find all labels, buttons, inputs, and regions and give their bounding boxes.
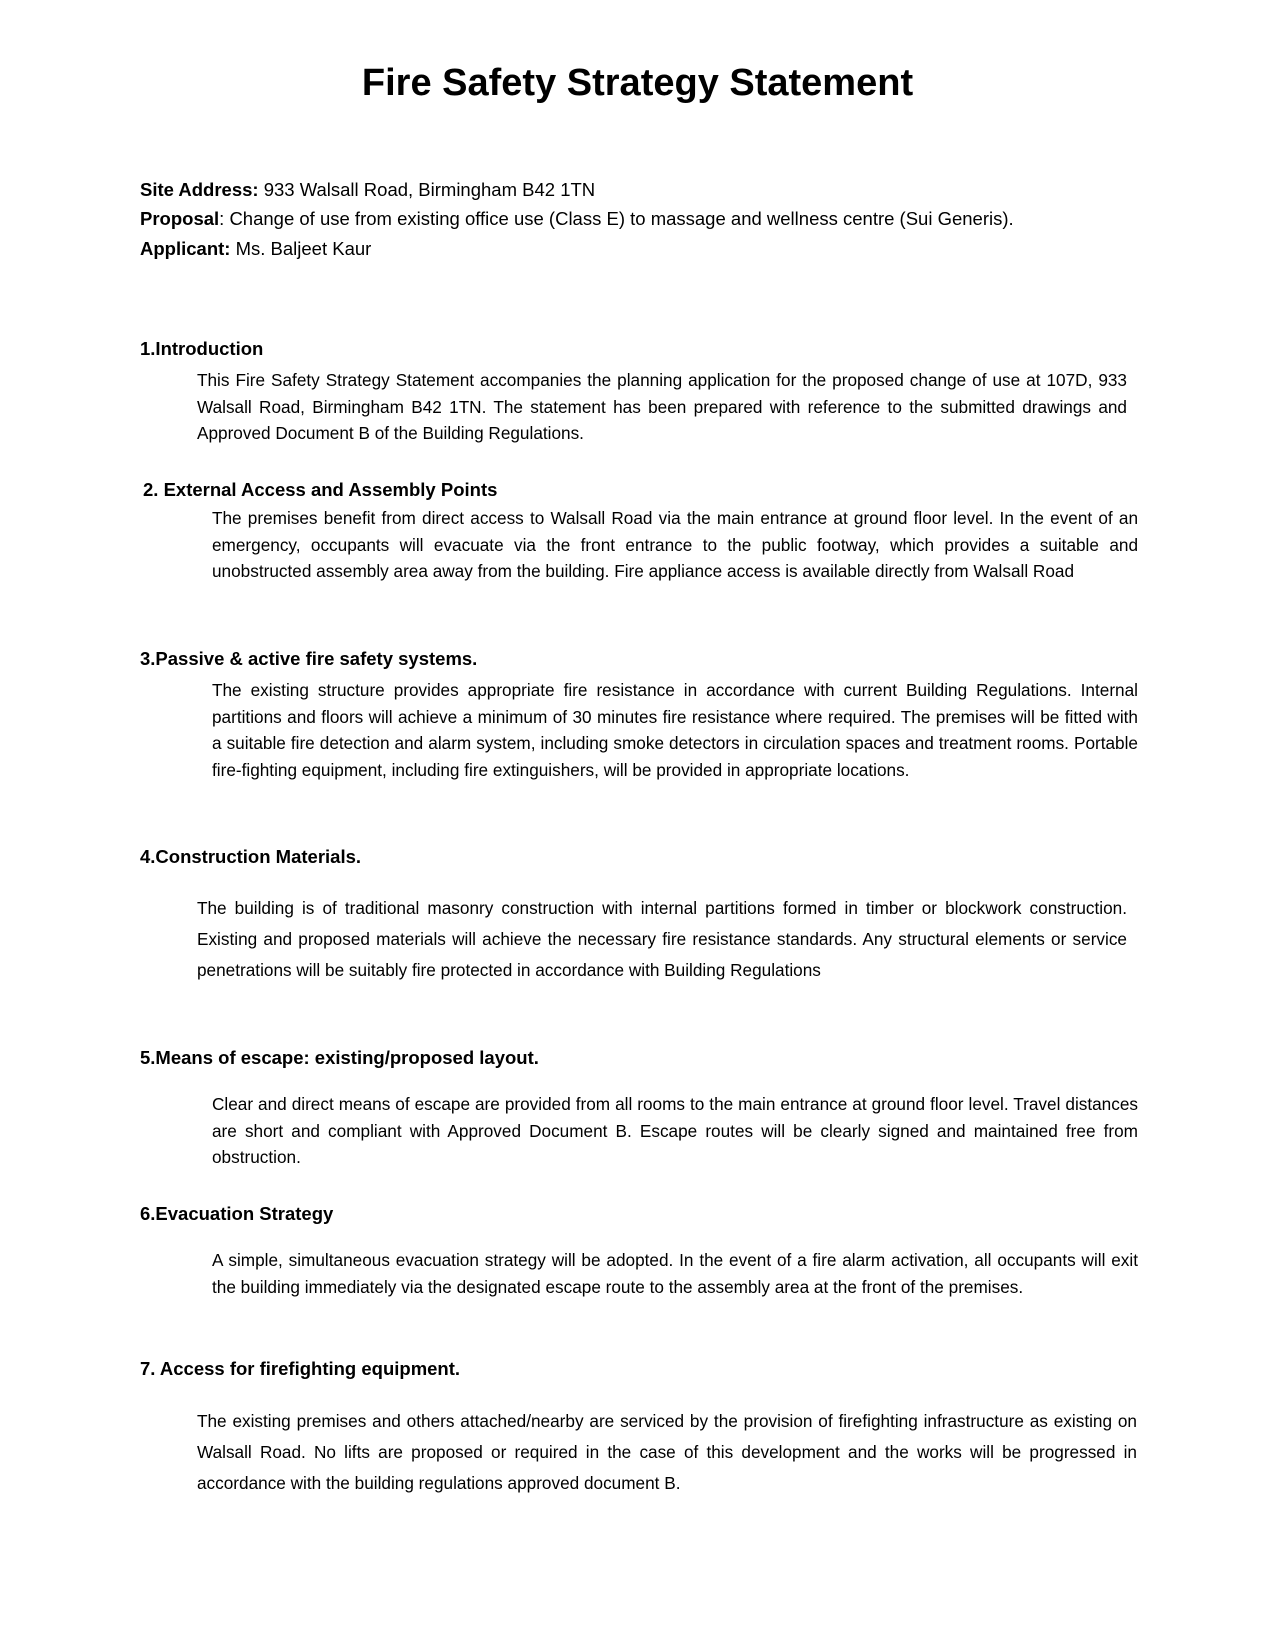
section-heading-firefighting-access: 7. Access for firefighting equipment. [140, 1358, 461, 1379]
document-title: Fire Safety Strategy Statement [361, 62, 914, 104]
applicant-label: Applicant: [140, 238, 231, 259]
proposal [140, 204, 1014, 234]
section-body-fire-safety-systems: The existing structure provides appropriate fire resistance in accordance with current Building Regulations. Internal partitions and floors will achieve a minimum of 30 minutes fire resistance where required. The premises will be fitted with a suitable fire detection and alarm system, including smoke detectors in circulation spaces and treatment rooms. Portable fire-fighting equipment, including fire extinguishers, will be provided in appropriate locations. [212, 680, 1138, 780]
site-address [140, 175, 595, 205]
section-heading-fire-safety-systems: 3.Passive & active fire safety systems. [140, 648, 478, 669]
section-body-external-access: The premises benefit from direct access to Walsall Road via the main entrance at ground floor level. In the event of an emergency, occupants will evacuate via the front entrance to the public footway, which provides a suitable and unobstructed assembly area away from the building. Fire appliance access is available directly from Walsall Road [212, 508, 1138, 582]
site-address-label: Site Address: [140, 179, 259, 200]
section-heading-means-of-escape: 5.Means of escape: existing/proposed layout. [140, 1047, 539, 1068]
section-body-firefighting-access: The existing premises and others attached/nearby are serviced by the provision of firefighting infrastructure as existing on Walsall Road. No lifts are proposed or required in the case of this development and the works will be progressed in accordance with the building regulations approved document B. [197, 1411, 1137, 1493]
proposal-label: Proposal [140, 208, 220, 229]
section-body-means-of-escape: Clear and direct means of escape are provided from all rooms to the main entrance at ground floor level. Travel distances are short and compliant with Approved Document B. Escape routes will be clearly signed and maintained free from obstruction. [212, 1094, 1138, 1168]
section-heading-evacuation-strategy: 6.Evacuation Strategy [140, 1203, 334, 1224]
section-body-construction-materials: The building is of traditional masonry construction with internal partitions formed in timber or blockwork construction. Existing and proposed materials will achieve the necessary fire resistance standards. Any structural elements or service penetrations will be suitably fire protected in accordance with Building Regulations [197, 898, 1127, 980]
section-heading-construction-materials: 4.Construction Materials. [140, 846, 362, 867]
section-heading-external-access: 2. External Access and Assembly Points [143, 479, 498, 500]
applicant [140, 234, 371, 264]
section-heading-introduction: 1.Introduction [140, 338, 264, 359]
section-body-evacuation-strategy: A simple, simultaneous evacuation strategy will be adopted. In the event of a fire alarm activation, all occupants will exit the building immediately via the designated escape route to the assembly area at the front of the premises. [212, 1250, 1138, 1297]
section-body-introduction: This Fire Safety Strategy Statement accompanies the planning application for the proposed change of use at 107D, 933 Walsall Road, Birmingham B42 1TN. The statement has been prepared with reference to the submitted drawings and Approved Document B of the Building Regulations. [197, 370, 1127, 444]
proposal-value: : Change of use from existing office use (Class E) to massage and wellness centre (Sui Generis). [219, 208, 1014, 229]
site-address-value: 933 Walsall Road, Birmingham B42 1TN [258, 179, 596, 200]
applicant-value: Ms. Baljeet Kaur [230, 238, 372, 259]
